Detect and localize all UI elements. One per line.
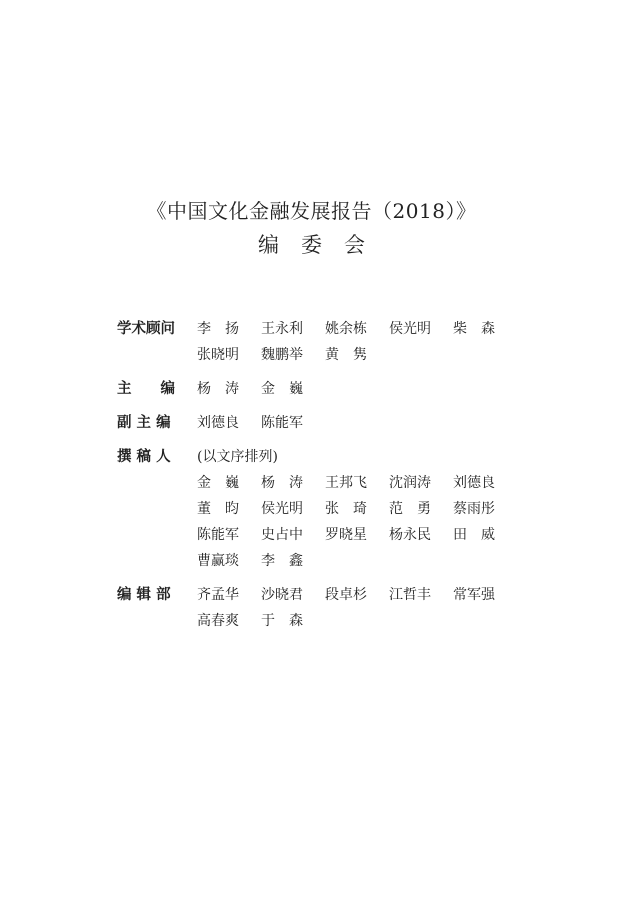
person-name: 沙晓君: [261, 587, 303, 603]
person-name: 姚余栋: [325, 321, 367, 337]
person-name: 江哲丰: [389, 587, 431, 603]
section-label: 主 编: [117, 381, 175, 397]
person-name: 董 昀: [197, 501, 239, 517]
person-name: 金 巍: [197, 475, 239, 491]
committee-section: [117, 410, 517, 436]
name-grid: [197, 376, 517, 402]
person-name: 李 扬: [197, 321, 239, 337]
name-grid: [197, 316, 517, 368]
person-name: 陈能军: [197, 527, 239, 543]
person-name: 高春爽: [197, 613, 239, 629]
section-label: 学术顾问: [117, 321, 175, 337]
person-name: 张 琦: [325, 501, 367, 517]
person-name: 黄 隽: [325, 347, 367, 363]
committee-section: [117, 376, 517, 402]
committee-list: [117, 316, 517, 642]
person-name: 杨 涛: [261, 475, 303, 491]
person-name: 范 勇: [389, 501, 431, 517]
section-label: 撰 稿 人: [117, 449, 171, 465]
section-label: 编 辑 部: [117, 587, 171, 603]
person-name: 刘德良: [453, 475, 495, 491]
person-name: 侯光明: [261, 501, 303, 517]
section-body: [197, 410, 517, 436]
person-name: 齐孟华: [197, 587, 239, 603]
person-name: 侯光明: [389, 321, 431, 337]
person-name: 张晓明: [197, 347, 239, 363]
person-name: 王永利: [261, 321, 303, 337]
page-title: 《中国文化金融发展报告（2018）》: [146, 199, 477, 223]
person-name: 于 森: [261, 613, 303, 629]
committee-section: [117, 316, 517, 368]
person-name: 罗晓星: [325, 527, 367, 543]
person-name: 李 鑫: [261, 553, 303, 569]
person-name: 陈能军: [261, 415, 303, 431]
section-body: [197, 316, 517, 368]
section-label: 副 主 编: [117, 415, 171, 431]
person-name: 蔡雨彤: [453, 501, 495, 517]
section-body: [197, 376, 517, 402]
name-grid: [197, 582, 517, 634]
committee-section: [117, 582, 517, 634]
section-note: (以文序排列): [197, 449, 278, 465]
person-name: 史占中: [261, 527, 303, 543]
page-subtitle: 编委会: [258, 233, 387, 257]
person-name: 金 巍: [261, 381, 303, 397]
name-grid: [197, 410, 517, 436]
person-name: 柴 森: [453, 321, 495, 337]
person-name: 杨 涛: [197, 381, 239, 397]
person-name: 常军强: [453, 587, 495, 603]
person-name: 曹赢琰: [197, 553, 239, 569]
person-name: 刘德良: [197, 415, 239, 431]
name-grid: [197, 470, 517, 574]
section-body: [197, 582, 517, 634]
person-name: 田 威: [453, 527, 495, 543]
committee-section: [117, 444, 517, 574]
person-name: 杨永民: [389, 527, 431, 543]
person-name: 段卓杉: [325, 587, 367, 603]
person-name: 王邦飞: [325, 475, 367, 491]
person-name: 沈润涛: [389, 475, 431, 491]
person-name: 魏鹏举: [261, 347, 303, 363]
title-block: [0, 198, 623, 258]
section-body: [197, 444, 517, 574]
